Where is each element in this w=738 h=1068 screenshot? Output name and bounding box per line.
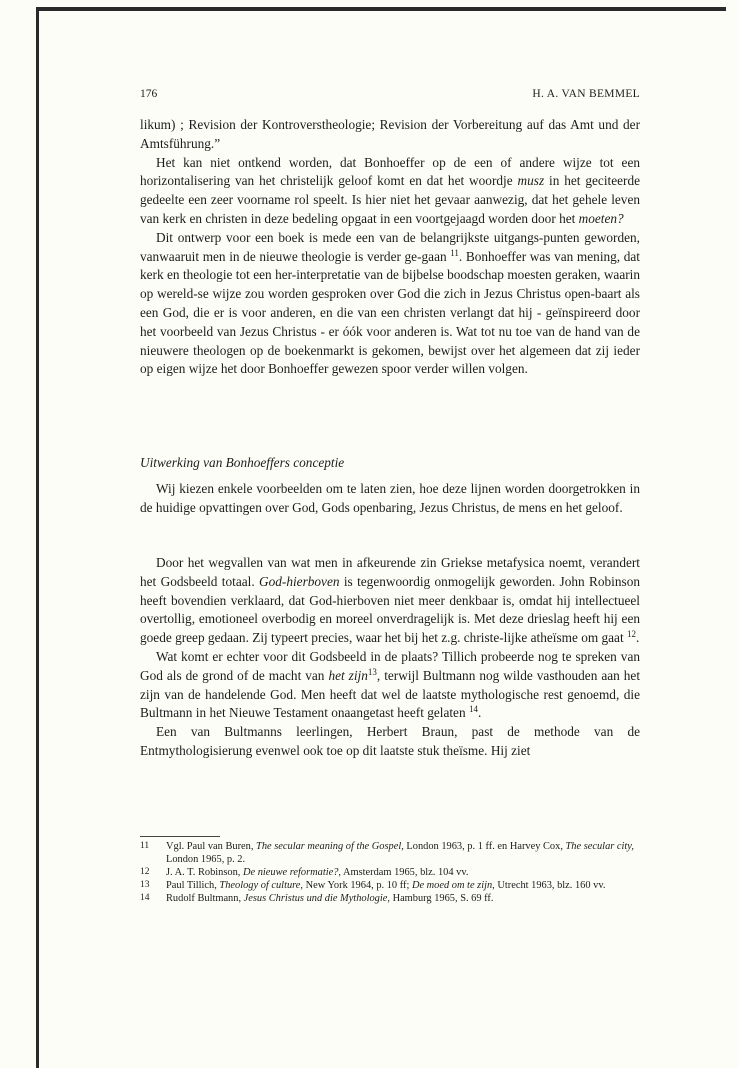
footnote-ref-13: 13 [367,666,377,677]
footnote: 13 Paul Tillich, Theology of culture, New York 1964, p. 10 ff; De moed om te zijn, Utrecht 1963, blz. 160 vv. [140,880,606,891]
paragraph-2: Het kan niet ontkend worden, dat Bonhoeffer op de een of andere wijze tot een horizontalisering van het christelijk geloof komt en dat het woordje musz in het geciteerde gedeelte een zeer voorname rol speelt. Is hier niet het gevaar aanwezig, dat het gehele leven van kerk en christen in deze bedeling opgaat in een voortgejaagd worden door het moeten? [140,154,640,226]
paragraph-6: Wat komt er echter voor dit Godsbeeld in de plaats? Tillich probeerde nog te spreken van God als de grond of de macht van het zijn$^{13}$, terwijl Bultmann nog wilde vasthouden aan het zijn van de handelende God. Men heeft dat wel de laatste mythologische rest genoemd, die Bultmann in het Nieuwe Testament onaangetast heeft gelaten $^{14}$. [140,648,641,721]
footnote-ref-14: 14 [468,704,478,715]
footnote-rule [140,836,220,837]
footnote-ref-12: 12 [626,629,636,640]
section-heading: Uitwerking van Bonhoeffers conceptie [140,455,345,470]
footnote: 11 Vgl. Paul van Buren, The secular meaning of the Gospel, London 1963, p. 1 ff. en Harvey Cox, The secular city, London 1965, p. 2. [140,841,634,865]
page-number: 176 [140,88,158,100]
footnote: 14 Rudolf Bultmann, Jesus Christus und die Mythologie, Hamburg 1965, S. 69 ff. [140,893,494,904]
footnote: 12 J. A. T. Robinson, De nieuwe reformatie?, Amsterdam 1965, blz. 104 vv. [140,867,469,878]
body-text [140,116,640,379]
section-intro [140,480,640,518]
footnote-ref-11: 11 [450,247,459,258]
footnotes [140,840,640,905]
section-body [140,554,640,761]
scan-border-left [36,7,39,1068]
paragraph-1: likum) ; Revision der Kontroverstheologie; Revision der Vorbereitung auf das Amt und der Amtsführung.” [140,117,640,151]
paragraph-3: Dit ontwerp voor een boek is mede een van de belangrijkste uitgangs-punten geworden, vanwaaruit men in de nieuwe theologie is verder ge-gaan $^{11}$. Bonhoeffer was van mening, dat kerk en theologie tot een her-interpretatie van de bijbelse boodschap moesten geraken, waarin op wereld-se wijze zou worden gesproken over God die zich in Jezus Christus open-baart als een God, die er is voor anderen, en die van een christen verlangt dat hij - geïnspireerd door het voorbeeld van Jezus Christus - er óók voor anderen is. Wat tot nu toe van de hand van de nieuwere theologen op de boekenmarkt is gekomen, bewijst over het algemeen dat zij ieder op eigen wijze het door Bonhoeffer gewezen spoor verder willen volgen. [140,229,640,377]
paragraph-5: Door het wegvallen van wat men in afkeurende zin Griekse metafysica noemt, verandert het Godsbeeld totaal. God-hierboven is tegenwoordig onmogelijk geworden. John Robinson heeft bovendien verklaard, dat God-hierboven niet meer denkbaar is, omdat hij intellectueel overtollig, emotioneel overbodig en moreel onverdragelijk is. Met deze drieslag heeft hij een goede greep gedaan. Zij typeert precies, waar het bij het z.g. christe-lijke atheïsme om gaat $^{12}$. [140,555,640,646]
running-header-author: H. A. VAN BEMMEL [532,88,640,100]
paragraph-7: Een van Bultmanns leerlingen, Herbert Braun, past de methode van de Entmythologisierung evenwel ook toe op dit laatste stuk theïsme. Hij ziet [140,724,640,758]
paragraph-4: Wij kiezen enkele voorbeelden om te laten zien, hoe deze lijnen worden doorgetrokken in de huidige opvattingen over God, Gods openbaring, Jezus Christus, de mens en het geloof. [140,481,640,515]
scan-border-top [36,7,726,11]
